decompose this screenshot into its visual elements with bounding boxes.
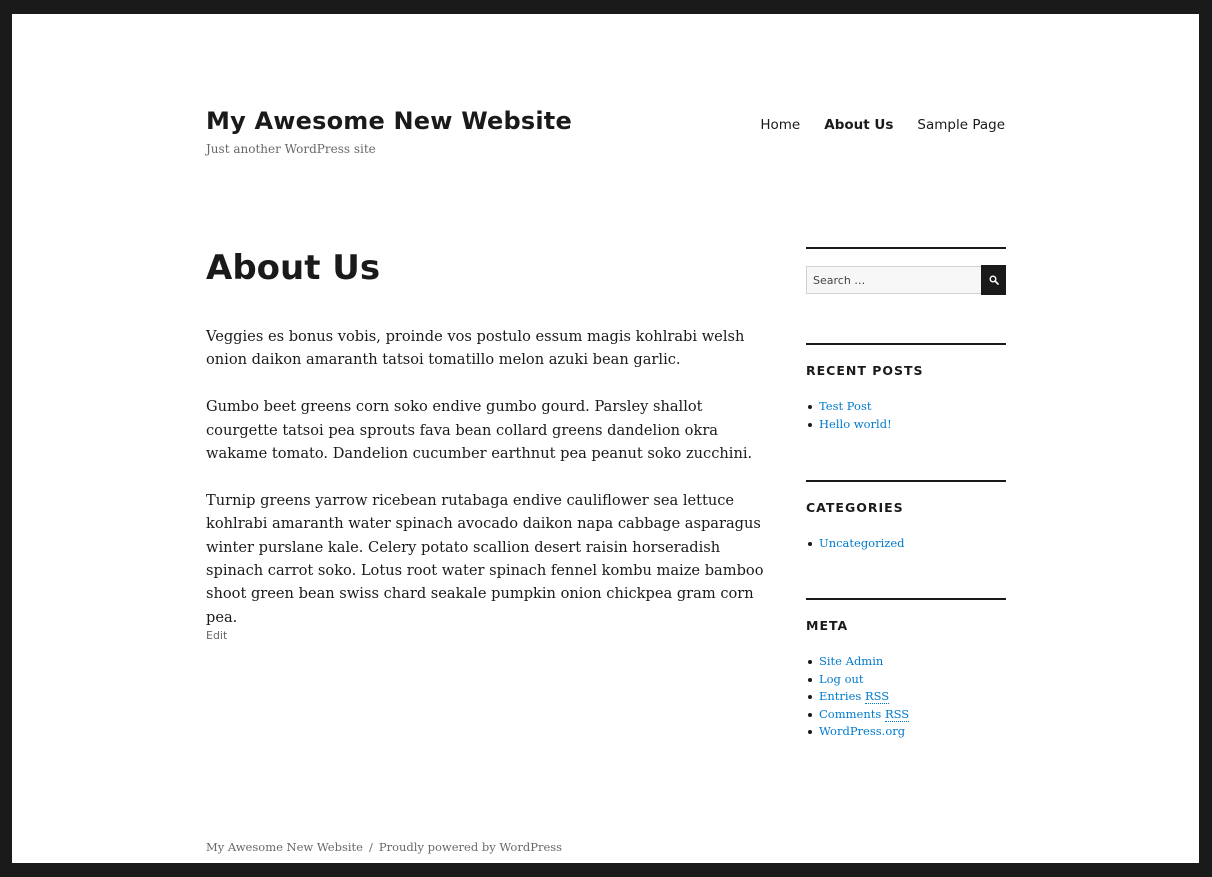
list-item <box>806 671 1006 689</box>
entries-rss-link[interactable] <box>819 689 889 704</box>
nav-item-about-us[interactable]: About Us <box>824 117 894 133</box>
site-title[interactable]: My Awesome New Website <box>206 107 572 135</box>
nav-item-home[interactable]: Home <box>760 117 801 133</box>
category-link[interactable]: Uncategorized <box>819 536 905 550</box>
rss-abbr: RSS <box>864 689 890 703</box>
list-item <box>806 416 1006 434</box>
search-form <box>806 266 1006 295</box>
recent-posts-list <box>806 398 1006 433</box>
page <box>12 14 1199 863</box>
search-icon <box>989 275 999 285</box>
widget-title: META <box>806 618 849 633</box>
categories-widget <box>806 480 1006 553</box>
content-paragraph: Turnip greens yarrow ricebean rutabaga endive cauliflower sea lettuce kohlrabi amaranth water spinach avocado daikon napa cabbage asparagus winter purslane kale. Celery potato scallion desert raisin horseradish spinach carrot soko. Lotus root water spinach fennel kombu maize bamboo shoot green bean swiss chard seakale pumpkin onion chickpea gram corn pea. <box>206 491 764 626</box>
recent-post-link[interactable]: Hello world! <box>819 416 892 431</box>
list-item <box>806 653 1006 671</box>
search-button[interactable] <box>981 265 1006 295</box>
search-widget <box>806 247 1006 295</box>
footer-separator: / <box>368 840 373 854</box>
widget-title: RECENT POSTS <box>806 363 924 378</box>
list-item <box>806 706 1006 724</box>
list-item <box>806 535 1006 553</box>
recent-posts-widget <box>806 343 1006 433</box>
site-footer <box>206 840 562 854</box>
list-item <box>806 688 1006 706</box>
list-item <box>806 723 1006 741</box>
recent-post-link[interactable]: Test Post <box>819 399 872 413</box>
wordpress-org-link[interactable]: WordPress.org <box>819 724 906 738</box>
powered-by-link[interactable]: Proudly powered by WordPress <box>378 840 563 854</box>
meta-list <box>806 653 1006 741</box>
meta-widget <box>806 598 1006 741</box>
site-admin-link[interactable]: Site Admin <box>819 654 884 668</box>
comments-rss-link[interactable] <box>819 707 909 722</box>
site-tagline: Just another WordPress site <box>206 142 376 156</box>
content-paragraph: Veggies es bonus vobis, proinde vos postulo essum magis kohlrabi welsh onion daikon amaranth tatsoi tomatillo melon azuki bean garlic. <box>206 328 745 369</box>
list-item <box>806 398 1006 416</box>
content-paragraph: Gumbo beet greens corn soko endive gumbo gourd. Parsley shallot courgette tatsoi pea sprouts fava bean collard greens dandelion okra wakame tomato. Dandelion cucumber earthnut pea peanut soko zucchini. <box>206 398 753 463</box>
edit-link[interactable]: Edit <box>206 629 228 642</box>
main-navigation <box>760 117 1005 133</box>
rss-abbr: RSS <box>884 706 910 721</box>
log-out-link[interactable]: Log out <box>819 671 864 686</box>
categories-list <box>806 535 1006 553</box>
link-text: Comments <box>819 706 885 721</box>
widget-title: CATEGORIES <box>806 500 904 515</box>
page-title: About Us <box>206 248 381 288</box>
entry-content <box>206 325 766 653</box>
footer-site-name-link[interactable]: My Awesome New Website <box>206 840 363 854</box>
link-text: Entries <box>819 689 865 703</box>
search-input[interactable] <box>806 266 981 294</box>
nav-item-sample-page[interactable]: Sample Page <box>917 117 1005 133</box>
